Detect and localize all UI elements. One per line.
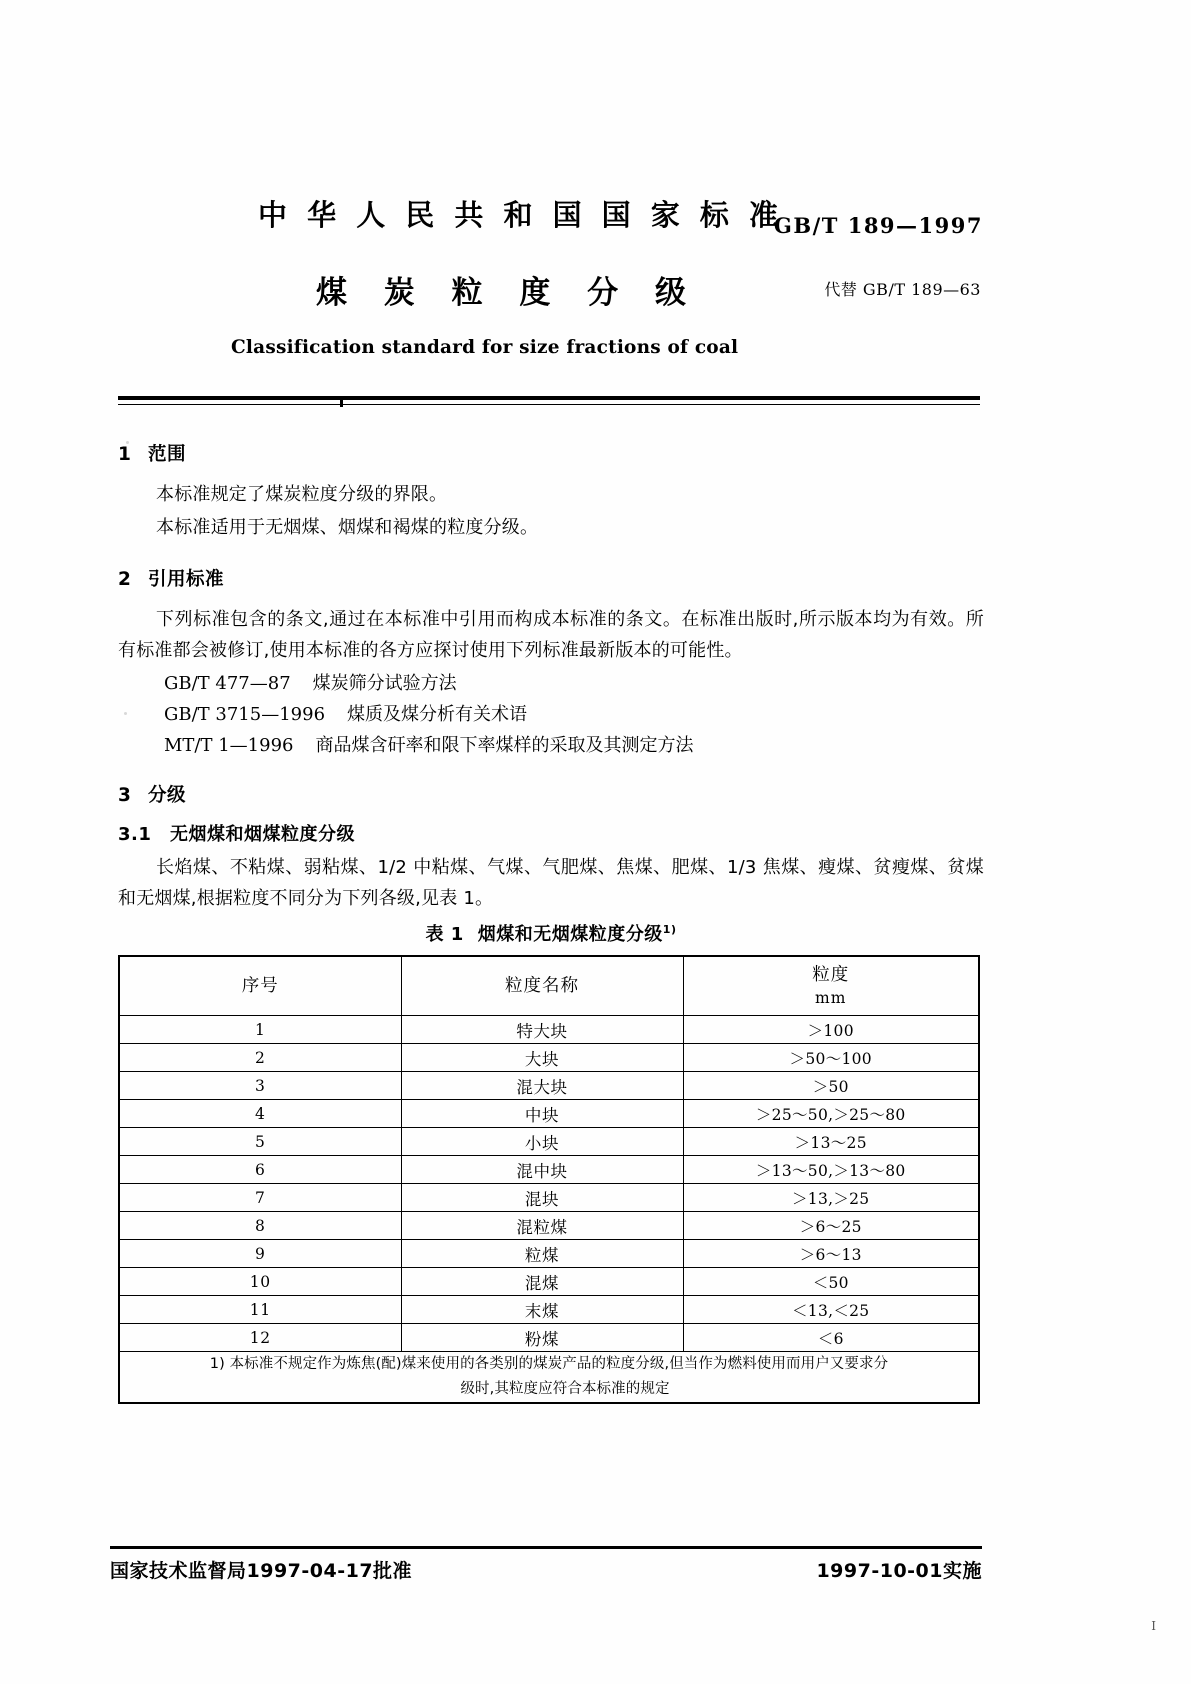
- section-2-paragraph-1: 下列标准包含的条文,通过在本标准中引用而构成本标准的条文。在标准出版时,所示版本均为有效。所有标准都会被修订,使用本标准的各方应探讨使用下列标准最新版本的可能性。: [118, 609, 984, 661]
- row-size: ＞6～13: [683, 1240, 979, 1268]
- section-1-paragraph-1: 本标准规定了煤炭粒度分级的界限。: [156, 484, 448, 505]
- table-row: [119, 1296, 979, 1324]
- row-size: ＞13～25: [683, 1128, 979, 1156]
- table-footnote: [119, 1352, 979, 1404]
- effective-date: 1997-10-01实施: [816, 1560, 982, 1582]
- row-name: 大块: [401, 1044, 683, 1072]
- row-name: 混粒煤: [401, 1212, 683, 1240]
- row-name: 混中块: [401, 1156, 683, 1184]
- row-name: 特大块: [401, 1016, 683, 1044]
- row-no: 6: [119, 1156, 401, 1184]
- approval-statement: 国家技术监督局1997-04-17批准: [110, 1560, 413, 1582]
- table-caption: [118, 920, 984, 946]
- column-header-no: [119, 956, 401, 1016]
- column-header-size: [683, 956, 979, 1016]
- row-no: 2: [119, 1044, 401, 1072]
- row-size: ＜50: [683, 1268, 979, 1296]
- row-size: ＞50～100: [683, 1044, 979, 1072]
- english-title: Classification standard for size fractions of coal: [231, 337, 739, 358]
- section-3-1-number: 3.1: [118, 824, 152, 845]
- column-header-size-label: 粒度: [812, 965, 850, 985]
- header-divider-tick: [340, 398, 343, 407]
- row-no: 11: [119, 1296, 401, 1324]
- table-caption-number: 表 1: [425, 924, 464, 945]
- row-no: 8: [119, 1212, 401, 1240]
- reference-item: [118, 668, 984, 699]
- table-row: [119, 1324, 979, 1352]
- row-size: ＞13～50,＞13～80: [683, 1156, 979, 1184]
- section-3-number: 3: [118, 785, 132, 806]
- row-name: 混煤: [401, 1268, 683, 1296]
- row-size: ＞100: [683, 1016, 979, 1044]
- table-row: [119, 1044, 979, 1072]
- section-1-paragraph-2: 本标准适用于无烟煤、烟煤和褐煤的粒度分级。: [156, 517, 539, 538]
- row-no: 12: [119, 1324, 401, 1352]
- column-header-no-label: 序号: [241, 976, 279, 996]
- section-2-number: 2: [118, 569, 132, 590]
- table-footnote-row: [119, 1352, 979, 1404]
- standard-number: GB/T 189—1997: [773, 213, 983, 238]
- section-heading-1: [118, 440, 984, 466]
- table-row: [119, 1100, 979, 1128]
- section-heading-3: [118, 781, 984, 807]
- reference-item: [118, 699, 984, 730]
- section-1-number: 1: [118, 444, 132, 465]
- issuer-title: 中 华 人 民 共 和 国 国 家 标 准: [258, 198, 783, 232]
- reference-item: [118, 730, 984, 761]
- column-header-name-label: 粒度名称: [505, 976, 579, 996]
- reference-code: MT/T 1—1996: [164, 735, 294, 756]
- table-row: [119, 1072, 979, 1100]
- reference-code: GB/T 477—87: [164, 673, 291, 694]
- table-row: [119, 1156, 979, 1184]
- reference-name: 商品煤含矸率和限下率煤样的采取及其测定方法: [315, 735, 694, 756]
- row-no: 10: [119, 1268, 401, 1296]
- row-name: 中块: [401, 1100, 683, 1128]
- page-title: 煤 炭 粒 度 分 级: [316, 275, 699, 311]
- table-footnote-line-2: 级时,其粒度应符合本标准的规定: [460, 1381, 670, 1397]
- table-caption-text: 烟煤和无烟煤粒度分级: [477, 924, 663, 945]
- table-row: [119, 1240, 979, 1268]
- row-size: ＞50: [683, 1072, 979, 1100]
- section-3-title: 分级: [148, 785, 187, 806]
- table-header-row: [119, 956, 979, 1016]
- footer-divider: [110, 1546, 982, 1549]
- table-row: [119, 1128, 979, 1156]
- reference-name: 煤质及煤分析有关术语: [347, 704, 528, 725]
- row-no: 7: [119, 1184, 401, 1212]
- section-2-title: 引用标准: [148, 569, 225, 590]
- header-divider-thin: [118, 404, 980, 405]
- row-size: ＞25～50,＞25～80: [683, 1100, 979, 1128]
- table-row: [119, 1268, 979, 1296]
- table-row: [119, 1016, 979, 1044]
- column-header-name: [401, 956, 683, 1016]
- reference-name: 煤炭筛分试验方法: [312, 673, 457, 694]
- row-name: 末煤: [401, 1296, 683, 1324]
- row-no: 3: [119, 1072, 401, 1100]
- row-no: 4: [119, 1100, 401, 1128]
- row-name: 粉煤: [401, 1324, 683, 1352]
- size-grade-table: [118, 955, 980, 1404]
- row-size: ＜13,＜25: [683, 1296, 979, 1324]
- row-size: ＞6～25: [683, 1212, 979, 1240]
- row-name: 粒煤: [401, 1240, 683, 1268]
- table-row: [119, 1184, 979, 1212]
- section-1-title: 范围: [148, 444, 187, 465]
- section-3-1-title: 无烟煤和烟煤粒度分级: [170, 824, 355, 845]
- row-name: 小块: [401, 1128, 683, 1156]
- row-no: 5: [119, 1128, 401, 1156]
- table-row: [119, 1212, 979, 1240]
- row-no: 9: [119, 1240, 401, 1268]
- section-3-1-paragraph: 长焰煤、不粘煤、弱粘煤、1/2 中粘煤、气煤、气肥煤、焦煤、肥煤、1/3 焦煤、瘦煤、贫瘦煤、贫煤和无烟煤,根据粒度不同分为下列各级,见表 1。: [118, 857, 984, 909]
- row-size: ＞13,＞25: [683, 1184, 979, 1212]
- section-heading-3-1: [118, 820, 984, 846]
- row-size: ＜6: [683, 1324, 979, 1352]
- table-body: [119, 1016, 979, 1404]
- document-body: [118, 440, 984, 1404]
- table-footnote-line-1: 1) 本标准不规定作为炼焦(配)煤来使用的各类别的煤炭产品的粒度分级,但当作为燃料使用而用户又要求分: [209, 1356, 889, 1372]
- row-name: 混块: [401, 1184, 683, 1212]
- table-caption-footnote-mark: 1): [662, 923, 677, 936]
- replaces-standard: 代替 GB/T 189—63: [824, 280, 981, 299]
- document-footer: [110, 1556, 982, 1590]
- row-name: 混大块: [401, 1072, 683, 1100]
- page-number: I: [1151, 1619, 1156, 1633]
- header-divider-thick: [118, 396, 980, 400]
- column-header-size-unit: mm: [815, 989, 847, 1007]
- reference-code: GB/T 3715—1996: [164, 704, 326, 725]
- row-no: 1: [119, 1016, 401, 1044]
- section-heading-2: [118, 565, 984, 591]
